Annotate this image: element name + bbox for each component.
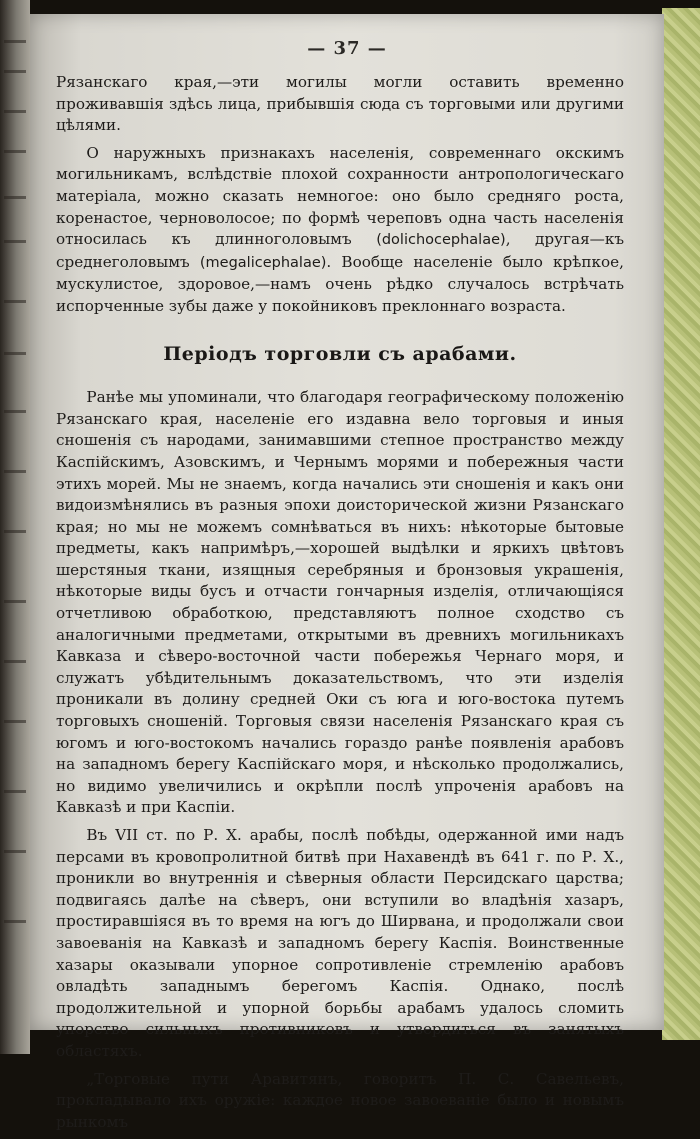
book-page (30, 14, 664, 1131)
paragraph-3: Ранѣе мы упоминали, что благодаря географическому положенію Рязанскаго края, населеніе его издавна вело торговыя и иныя сношенія съ народами, занимавшими степное пространство между Каспійскимъ, Азовскимъ, и Чернымъ морями и побережныя части этихъ морей. Мы не знаемъ, когда начались эти сношенія и какъ они видоизмѣнялись въ разныя эпохи доисторической жизни Рязанскаго края; но мы не можемъ сомнѣваться въ нихъ: нѣкоторые бытовые предметы, какъ напримѣръ,—хорошей выдѣлки и яркихъ цвѣтовъ шерстяныя ткани, изящныя серебряныя и бронзовыя украшенія, нѣкоторые виды бусъ и отчасти гончарныя изделія, отличающіяся отчетливою обработкою, представляютъ полное сходство съ аналогичными предметами, открытыми въ древнихъ могильникахъ Кавказа и сѣверо-восточной части побережья Чернаго моря, и служатъ убѣдительнымъ доказательствомъ, что эти изделія проникали въ долину средней Оки съ юга и юго-востока путемъ торговыхъ сношеній. Торговыя связи населенія Рязанскаго края съ югомъ и юго-востокомъ начались гораздо ранѣе появленія арабовъ на западномъ берегу Каспійскаго моря, и нѣсколько продолжались, но видимо увеличились и окрѣпли послѣ упроченія арабовъ на Кавказѣ и при Каспіи. (56, 388, 624, 817)
section-heading: Періодъ торговли съ арабами. (163, 342, 517, 365)
paragraph-2 (56, 143, 624, 318)
paragraph-2-part-3: . Вообще населеніе было крѣпкое, мускулистое, здоровое,—намъ очень рѣдко случалось встрѣчать испорченные зубы даже у покойниковъ преклоннаго возраста. (56, 252, 624, 315)
paragraph-1: Рязанскаго края,—эти могилы могли оставить временно проживавшія здѣсь лица, прибывшія сюда съ торговыми или другими цѣлями. (56, 73, 624, 135)
paragraph-4: Въ VII ст. по Р. Х. арабы, послѣ побѣды, одержанной ими надъ персами въ кровопролитной битвѣ при Нахавендѣ въ 641 г. по Р. Х., проникли во внутреннія и сѣверныя области Персидскаго царства; подвигаясь далѣе на сѣверъ, они вступили во владѣнія хазаръ, простиравшіяся въ то время на югъ до Ширвана, и продолжали свои завоеванія на Кавказѣ и западномъ берегу Каспія. Воинственные хазары оказывали упорное сопротивленіе стремленію арабовъ овладѣть западнымъ берегомъ Каспія. Однако, послѣ продолжительной и упорной борьбы арабамъ удалось сломить упорство сильныхъ противниковъ и утвердиться въ занятыхъ областяхъ. (56, 826, 624, 1060)
paragraph-2-part-1: О наружныхъ признакахъ населенія, современнаго окскимъ могильникамъ, вслѣдствіе плохой сохранности антропологическаго матеріала, можно сказать немногое: оно было средняго роста, коренастое, черноволосое; по формѣ череповъ одна часть населенія относилась къ длинноголовымъ (56, 143, 624, 249)
page-number: — 37 — (307, 38, 387, 59)
latin-term-dolichocephalae: (dolichocephalae) (376, 232, 506, 249)
paragraph-2-part-2: , другая—къ среднеголовымъ (56, 230, 624, 271)
paragraph-5: „Торговые пути Аравитянъ, говоритъ П. С. Савельевъ, прокладывало ихъ оружіе: каждое новое завоеваніе было и новымъ рынкомъ (56, 1069, 624, 1131)
left-page-edge (0, 0, 30, 1054)
latin-term-megalicephalae: (megalicephalae) (199, 254, 327, 271)
book-edge-strip (662, 8, 700, 1040)
page-text (56, 72, 624, 1139)
